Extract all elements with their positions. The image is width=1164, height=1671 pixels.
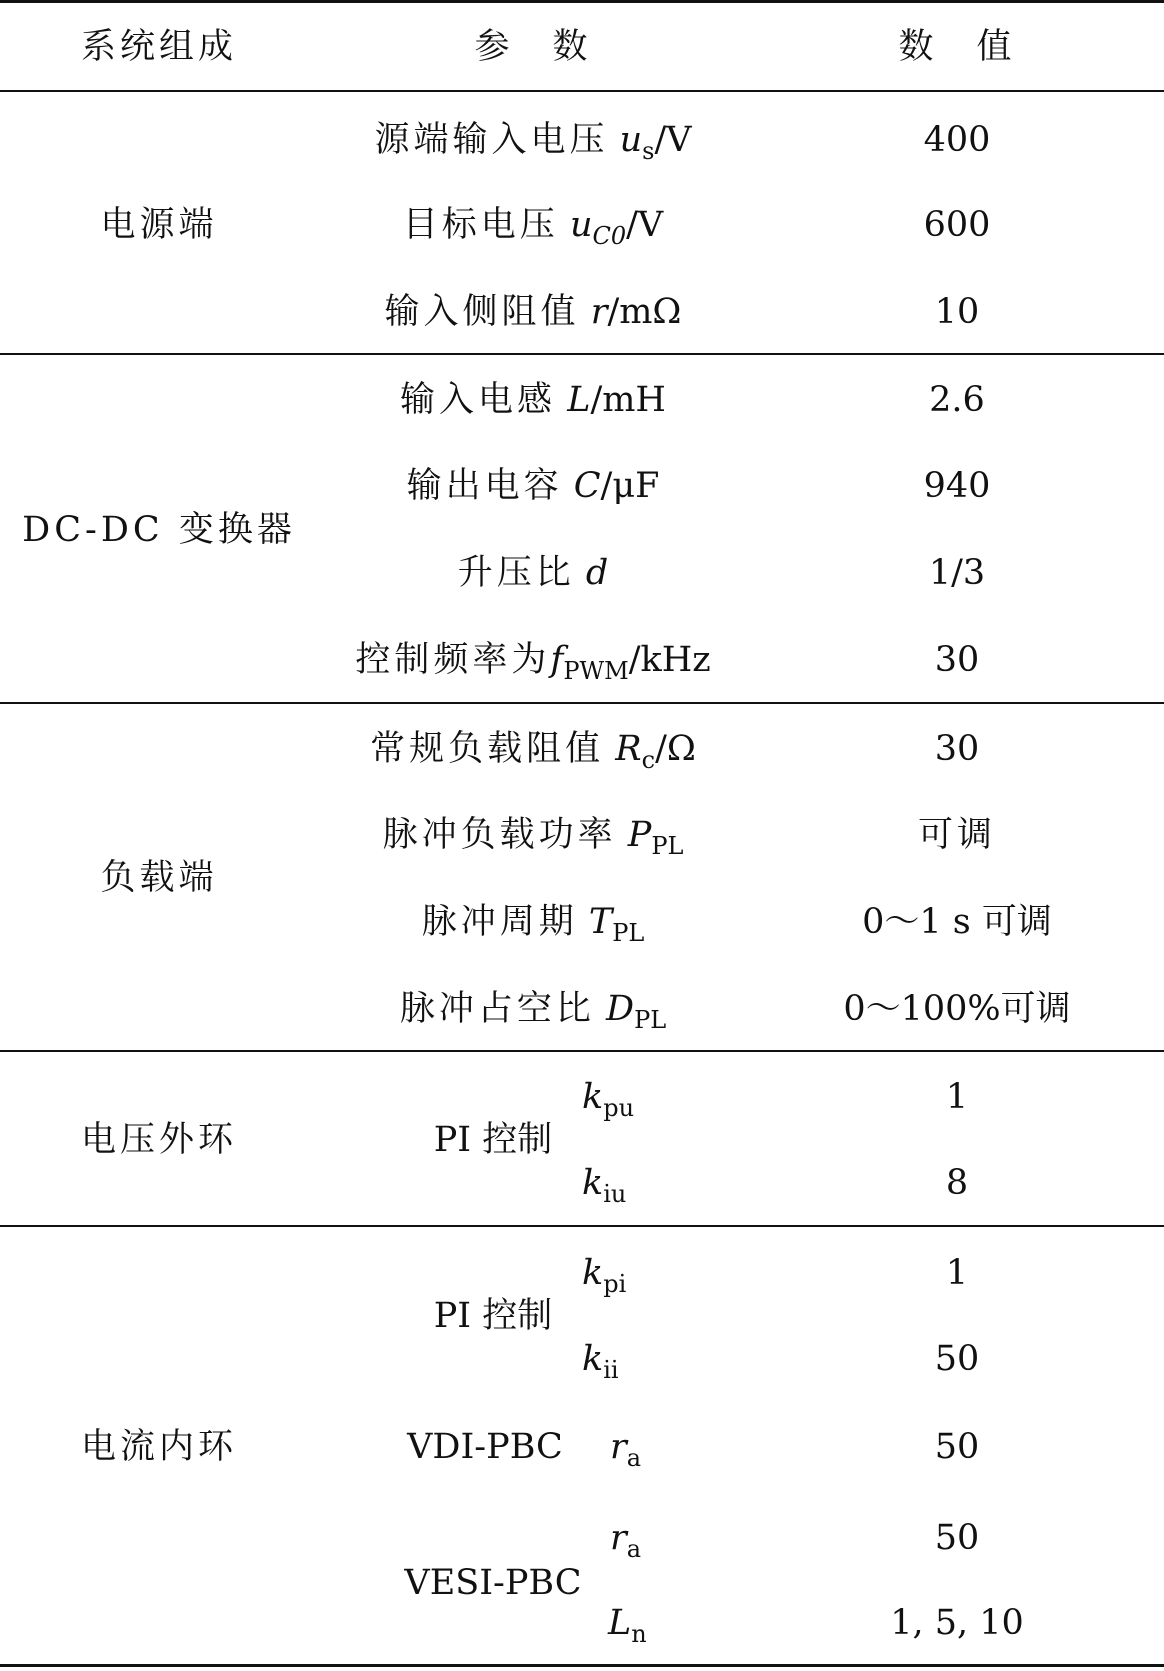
value-cell: 50 [934, 1339, 980, 1379]
group-name: 负载端 [100, 858, 218, 898]
value-cell: 30 [934, 640, 980, 680]
value-cell: 1/3 [928, 553, 986, 593]
param-unit: /mΩ [607, 292, 682, 332]
value-cell: 1 [945, 1253, 969, 1293]
param-label: 控制频率为 [355, 640, 551, 680]
param-subscript: s [642, 137, 655, 165]
param-cell [385, 292, 682, 332]
value-cell: 50 [934, 1427, 980, 1467]
value-cell: 8 [945, 1163, 969, 1203]
method-name: PI 控制 [433, 1120, 553, 1160]
param-label: 脉冲周期 [421, 902, 578, 942]
param-cell [582, 1077, 635, 1122]
param-label: 升压比 [457, 553, 575, 593]
value-cell: 10 [934, 292, 980, 332]
param-unit: /kHz [628, 640, 711, 680]
method-name: VESI-PBC [404, 1563, 582, 1603]
group-name: 电压外环 [80, 1120, 238, 1160]
param-symbol: r [610, 1518, 627, 1558]
group-divider [0, 353, 1164, 355]
param-unit: /μF [600, 466, 660, 506]
group-divider [0, 1050, 1164, 1052]
param-symbol: D [606, 989, 635, 1029]
param-cell [582, 1339, 619, 1384]
param-cell [355, 640, 711, 685]
param-symbol: k [582, 1253, 604, 1293]
value-cell: 30 [934, 729, 980, 769]
param-symbol: R [615, 729, 642, 769]
param-symbol: u [569, 205, 593, 245]
value-cell: 940 [923, 466, 991, 506]
param-symbol: L [608, 1603, 632, 1643]
param-cell [399, 989, 667, 1034]
param-label: 输入侧阻值 [384, 292, 580, 332]
param-subscript: PL [612, 919, 645, 947]
param-cell [374, 120, 692, 165]
param-symbol: L [567, 380, 591, 420]
top-rule [0, 0, 1164, 3]
method-name: PI 控制 [433, 1296, 553, 1336]
param-label: 输入电感 [400, 380, 557, 420]
header-value: 数 值 [898, 27, 1016, 67]
param-symbol: k [582, 1339, 604, 1379]
param-label: 源端输入电压 [374, 120, 609, 160]
param-cell [370, 729, 696, 774]
param-label: 目标电压 [402, 205, 559, 245]
value-cell: 可调 [917, 815, 997, 855]
param-cell [610, 1427, 642, 1472]
method-name: VDI-PBC [407, 1427, 563, 1467]
value-cell: 0～1 s 可调 [862, 902, 1052, 942]
param-unit: /Ω [655, 729, 696, 769]
value-cell: 1, 5, 10 [890, 1603, 1024, 1643]
param-cell [610, 1518, 642, 1563]
value-cell: 0～100%可调 [843, 989, 1071, 1029]
param-subscript: c [641, 746, 656, 774]
group-name: DC-DC 变换器 [22, 510, 296, 550]
param-subscript: PL [634, 1006, 667, 1034]
header-system: 系统组成 [80, 27, 238, 67]
param-symbol: k [582, 1077, 604, 1117]
param-symbol: C [573, 466, 601, 506]
param-unit: /V [654, 120, 692, 160]
param-cell [402, 205, 664, 250]
value-cell: 600 [923, 205, 991, 245]
param-label: 脉冲负载功率 [382, 815, 617, 855]
param-label: 输出电容 [406, 466, 563, 506]
param-label: 常规负载阻值 [370, 729, 605, 769]
param-subscript: pu [603, 1094, 635, 1122]
param-subscript: iu [603, 1180, 627, 1208]
param-cell [382, 815, 684, 860]
param-subscript: PL [651, 832, 684, 860]
param-symbol: f [550, 640, 564, 680]
param-subscript: PWM [563, 657, 629, 685]
group-name: 电源端 [100, 205, 218, 245]
param-symbol: k [582, 1163, 604, 1203]
param-symbol: T [588, 902, 613, 942]
param-cell [458, 553, 609, 593]
group-name: 电流内环 [80, 1427, 238, 1467]
param-symbol: d [585, 553, 609, 593]
value-cell: 1 [945, 1077, 969, 1117]
param-unit: /mH [590, 380, 666, 420]
param-cell [582, 1253, 627, 1298]
param-symbol: r [610, 1427, 627, 1467]
group-divider [0, 702, 1164, 704]
value-cell: 2.6 [929, 380, 985, 420]
param-unit: /V [626, 205, 664, 245]
value-cell: 400 [923, 120, 991, 160]
group-divider [0, 1225, 1164, 1227]
bottom-rule [0, 1664, 1164, 1667]
param-cell [421, 902, 645, 947]
param-cell [582, 1163, 627, 1208]
param-subscript: ii [603, 1356, 619, 1384]
param-subscript: n [631, 1620, 647, 1648]
param-cell [407, 466, 660, 506]
param-cell [608, 1603, 647, 1648]
header-param: 参 数 [474, 27, 592, 67]
param-subscript: a [626, 1444, 642, 1472]
param-subscript: pi [603, 1270, 627, 1298]
param-cell [400, 380, 666, 420]
param-symbol: P [627, 815, 652, 855]
param-subscript: a [626, 1535, 642, 1563]
param-symbol: u [619, 120, 643, 160]
param-subscript: C0 [592, 222, 627, 250]
param-label: 脉冲占空比 [399, 989, 595, 1029]
param-symbol: r [590, 292, 608, 332]
value-cell: 50 [934, 1518, 980, 1558]
header-rule [0, 90, 1164, 92]
